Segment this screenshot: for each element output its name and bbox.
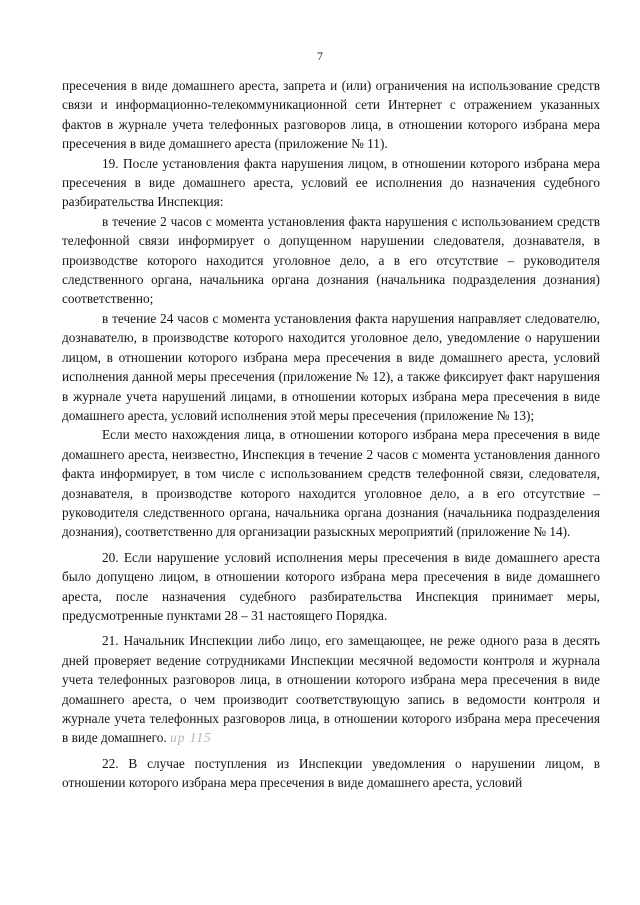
paragraph-continuation: пресечения в виде домашнего ареста, запрета и (или) ограничения на использование средств связи и информационно-телекоммуникационной сети Интернет с отражением указанных фактов в журнале учета телефонных разговоров лица, в отношении которого избрана мера пресечения в виде домашнего ареста (приложение № 11). bbox=[62, 78, 600, 152]
paragraph-item-21-text: 21. Начальник Инспекции либо лицо, его замещающее, не реже одного раза в десять дней проверяет ведение сотрудниками Инспекции месячной ведомости контроля и журнала учета телефонных разговоров лица, в отношении которого избрана мера пресечения в виде домашнего ареста, о чем производит соответствующую запись в ведомости контроля и журнале учета телефонных разговоров лица, в отношении которого избрана мера пресечения в виде домашнего. bbox=[62, 633, 600, 746]
paragraph-item-21 bbox=[62, 631, 600, 747]
paragraph-24-hours: в течение 24 часов с момента установления факта нарушения направляет следователю, дознавателю, в производстве которого находится уголовное дело, уведомление о нарушении лицом, в отношении которого избрана мера пресечения в виде домашнего ареста, условий исполнения данной меры пресечения (приложение № 12), а также фиксирует факт нарушения в журнале учета нарушений лицами, в отношении которых избрана мера пресечения в виде домашнего ареста, условий исполнения этой меры пресечения (приложение № 13); bbox=[62, 310, 600, 423]
handwritten-mark: ир 115 bbox=[170, 730, 212, 746]
paragraph-item-19: 19. После установления факта нарушения лицом, в отношении которого избрана мера пресечения в виде домашнего ареста, условий ее исполнения до назначения судебного разбирательства Инспекция: bbox=[62, 155, 600, 210]
paragraph-location-unknown: Если место нахождения лица, в отношении которого избрана мера пресечения в виде домашнего ареста, неизвестно, Инспекция в течение 2 часов с момента установления данного факта информирует, в том числе с использованием средств телефонной связи, следователя, дознавателя, в производстве которого находится уголовное дело, а в его отсутствие – руководителя следственного органа, начальника органа дознания (начальника подразделения дознания), соответственно для организации разыскных мероприятий (приложение № 14). bbox=[62, 427, 600, 540]
page-number: 7 bbox=[317, 49, 323, 63]
paragraph-item-20: 20. Если нарушение условий исполнения меры пресечения в виде домашнего ареста было допущено лицом, в отношении которого избрана мера пресечения в виде домашнего ареста, после назначения судебного разбирательства Инспекция принимает меры, предусмотренные пунктами 28 – 31 настоящего Порядка. bbox=[62, 549, 600, 623]
paragraph-item-22: 22. В случае поступления из Инспекции уведомления о нарушении лицом, в отношении которого избрана мера пресечения в виде домашнего ареста, условий bbox=[62, 755, 600, 791]
document-body bbox=[62, 76, 600, 793]
paragraph-2-hours: в течение 2 часов с момента установления факта нарушения с использованием средств телефонной связи информирует о допущенном нарушении следователя, дознавателя, в производстве которого находится уголовное дело, а в его отсутствие – руководителя следственного органа, начальника органа дознания (начальника подразделения дознания) соответственно; bbox=[62, 213, 600, 307]
